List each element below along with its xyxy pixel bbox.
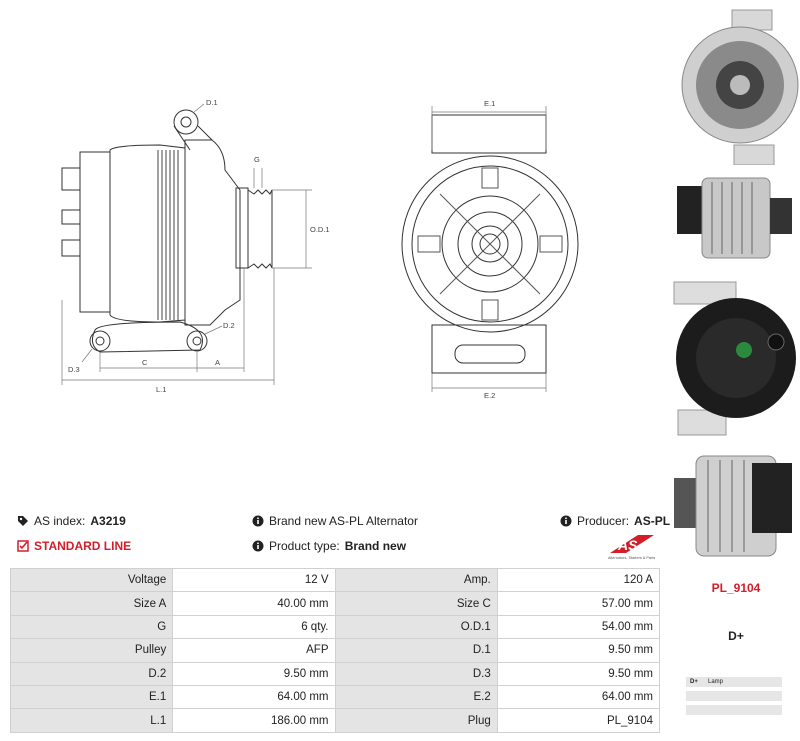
- product-type-label: Product type:: [269, 539, 340, 553]
- svg-text:AS: AS: [618, 537, 638, 553]
- label-od1: O.D.1: [310, 225, 330, 234]
- spec-value: PL_9104: [497, 709, 659, 732]
- checkbox-checked-icon: [17, 540, 29, 552]
- spec-label: D.3: [335, 662, 497, 685]
- info-icon: [252, 540, 264, 552]
- plug-pin-row-empty: [686, 691, 782, 701]
- spec-value: 57.00 mm: [497, 592, 659, 615]
- spec-value: 186.00 mm: [173, 709, 335, 732]
- photo-angle[interactable]: [672, 448, 800, 566]
- spec-row: [11, 709, 660, 732]
- spec-value: 54.00 mm: [497, 615, 659, 638]
- spec-label: Amp.: [335, 569, 497, 592]
- spec-value: 9.50 mm: [497, 662, 659, 685]
- plug-pin-table: [686, 677, 782, 719]
- photo-side[interactable]: [672, 168, 800, 273]
- spec-row: [11, 615, 660, 638]
- label-e1: E.1: [484, 99, 496, 108]
- plug-pin-row-empty: [686, 705, 782, 715]
- spec-label: E.2: [335, 685, 497, 708]
- spec-value: 64.00 mm: [173, 685, 335, 708]
- side-front-housing: [185, 140, 240, 325]
- spec-label: Size A: [11, 592, 173, 615]
- side-rear-cover: [80, 152, 110, 312]
- standard-line-label: STANDARD LINE: [34, 539, 132, 553]
- info-icon: [560, 515, 572, 527]
- spec-label: D.2: [11, 662, 173, 685]
- label-a: A: [215, 358, 221, 367]
- as-index: [17, 514, 126, 528]
- spec-label: L.1: [11, 709, 173, 732]
- spec-label: G: [11, 615, 173, 638]
- plug-terminal: D+: [728, 629, 744, 643]
- standard-line: [17, 539, 131, 553]
- side-pulley: [248, 190, 272, 268]
- as-pl-logo: [604, 531, 662, 561]
- spec-row: [11, 592, 660, 615]
- spec-value: 6 qty.: [173, 615, 335, 638]
- spec-value: 9.50 mm: [497, 639, 659, 662]
- info-icon: [252, 515, 264, 527]
- photo-rear[interactable]: [672, 280, 800, 440]
- spec-row: [11, 685, 660, 708]
- plug-pin-row: [686, 677, 782, 687]
- pin-label: D+: [690, 679, 698, 685]
- label-l1: L.1: [156, 385, 167, 394]
- tag-icon: [17, 515, 29, 527]
- product-type: [252, 539, 406, 553]
- spec-value: 120 A: [497, 569, 659, 592]
- as-index-value: A3219: [90, 514, 126, 528]
- as-index-label: AS index:: [34, 514, 86, 528]
- spec-label: O.D.1: [335, 615, 497, 638]
- spec-row: [11, 569, 660, 592]
- spec-label: Size C: [335, 592, 497, 615]
- producer-label: Producer:: [577, 514, 630, 528]
- label-e2: E.2: [484, 391, 496, 400]
- spec-value: AFP: [173, 639, 335, 662]
- spec-value: 64.00 mm: [497, 685, 659, 708]
- plug-code[interactable]: PL_9104: [711, 581, 761, 595]
- label-c: C: [142, 358, 148, 367]
- spec-row: [11, 662, 660, 685]
- photo-front[interactable]: [672, 5, 800, 165]
- logo-graphic: [604, 531, 662, 561]
- producer: [560, 514, 670, 528]
- brand-new-text: Brand new AS-PL Alternator: [269, 514, 418, 528]
- spec-label: E.1: [11, 685, 173, 708]
- spec-table: [10, 568, 660, 733]
- front-view: [402, 115, 578, 373]
- spec-label: D.1: [335, 639, 497, 662]
- spec-value: 12 V: [173, 569, 335, 592]
- producer-value: AS-PL: [634, 514, 671, 528]
- brand-new-info: [252, 514, 418, 528]
- spec-label: Plug: [335, 709, 497, 732]
- spec-value: 9.50 mm: [173, 662, 335, 685]
- pin-desc: Lamp: [708, 679, 724, 685]
- label-d3: D.3: [68, 365, 80, 374]
- label-d1: D.1: [206, 98, 218, 107]
- svg-text:Alternators, Starters & Parts: Alternators, Starters & Parts: [608, 556, 656, 560]
- label-d2: D.2: [223, 321, 235, 330]
- spec-label: Voltage: [11, 569, 173, 592]
- spec-label: Pulley: [11, 639, 173, 662]
- label-g: G: [254, 155, 260, 164]
- spec-value: 40.00 mm: [173, 592, 335, 615]
- product-type-value: Brand new: [344, 539, 407, 553]
- spec-row: [11, 639, 660, 662]
